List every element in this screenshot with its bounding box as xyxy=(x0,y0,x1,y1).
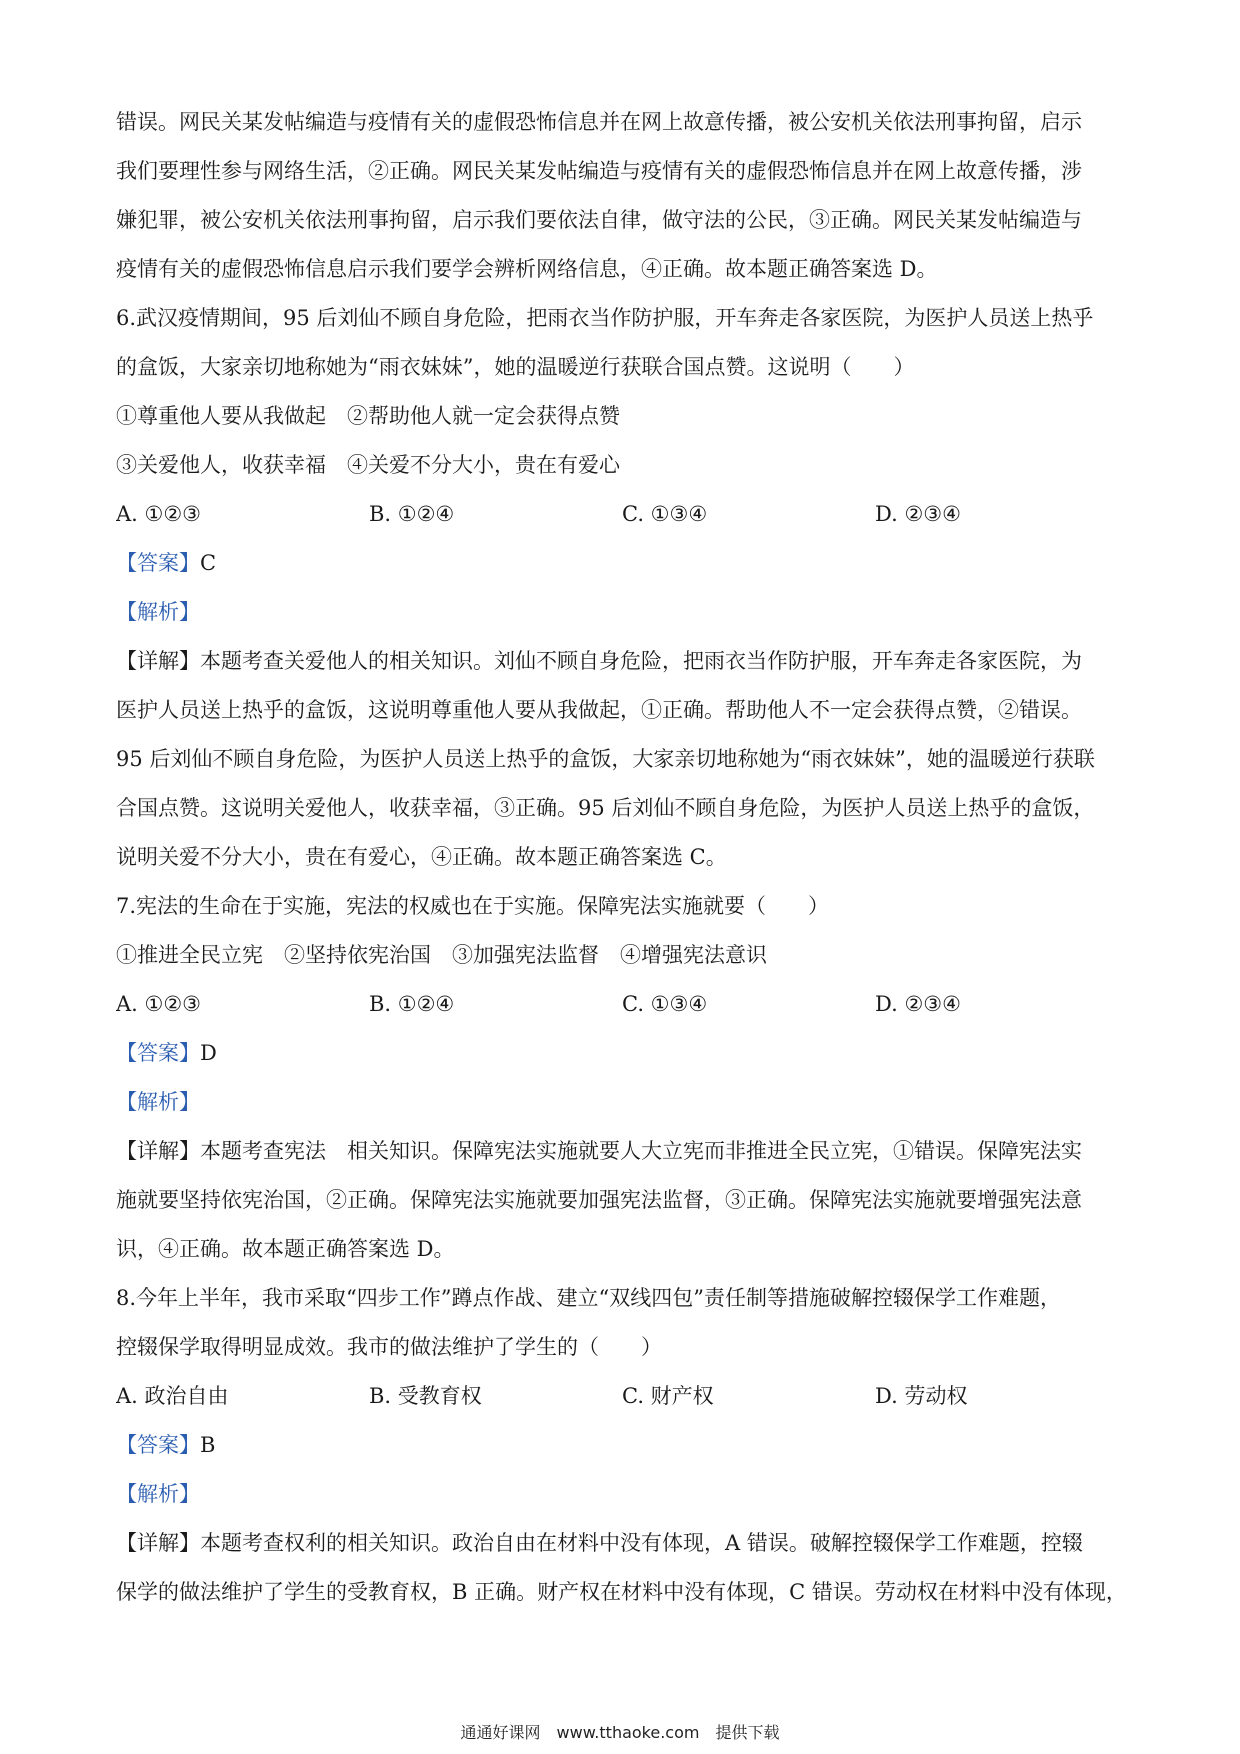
answer-value: D xyxy=(200,1041,217,1065)
question-stem: 6.武汉疫情期间，95 后刘仙不顾自身危险，把雨衣当作防护服，开车奔走各家医院，为医护人员送上热乎 xyxy=(116,306,1094,330)
option-c: C. ①③④ xyxy=(622,502,708,526)
option-a: A. ①②③ xyxy=(116,992,201,1016)
answer-tag: 【答案】 xyxy=(116,1433,200,1457)
question-statement: ①尊重他人要从我做起 ②帮助他人就一定会获得点赞 xyxy=(116,404,620,428)
question-6 xyxy=(116,294,1130,882)
analysis-tag: 【解析】 xyxy=(116,600,200,624)
option-row xyxy=(116,1372,1130,1421)
intro-line: 疫情有关的虚假恐怖信息启示我们要学会辨析网络信息，④正确。故本题正确答案选 D。 xyxy=(116,257,938,281)
detail-line: 识，④正确。故本题正确答案选 D。 xyxy=(116,1237,455,1261)
detail-line: 【详解】本题考查关爱他人的相关知识。刘仙不顾自身危险，把雨衣当作防护服，开车奔走各家医院，为 xyxy=(116,649,1082,673)
answer-line xyxy=(116,1029,1130,1078)
answer-line xyxy=(116,1421,1130,1470)
detail-line: 医护人员送上热乎的盒饭，这说明尊重他人要从我做起，①正确。帮助他人不一定会获得点赞，②错误。 xyxy=(116,698,1082,722)
detail-line: 【详解】本题考查宪法 相关知识。保障宪法实施就要人大立宪而非推进全民立宪，①错误。保障宪法实 xyxy=(116,1139,1082,1163)
option-b: B. ①②④ xyxy=(369,992,455,1016)
option-c: C. 财产权 xyxy=(622,1384,714,1408)
answer-tag: 【答案】 xyxy=(116,551,200,575)
question-8 xyxy=(116,1274,1130,1617)
option-d: D. 劳动权 xyxy=(875,1384,968,1408)
intro-line: 嫌犯罪，被公安机关依法刑事拘留，启示我们要依法自律，做守法的公民，③正确。网民关某发帖编造与 xyxy=(116,208,1082,232)
detail-line: 【详解】本题考查权利的相关知识。政治自由在材料中没有体现，A 错误。破解控辍保学工作难题，控辍 xyxy=(116,1531,1083,1555)
detail-line: 合国点赞。这说明关爱他人，收获幸福，③正确。95 后刘仙不顾自身危险，为医护人员送上热乎的盒饭， xyxy=(116,796,1095,820)
intro-line: 错误。网民关某发帖编造与疫情有关的虚假恐怖信息并在网上故意传播，被公安机关依法刑事拘留，启示 xyxy=(116,110,1082,134)
option-b: B. 受教育权 xyxy=(369,1384,482,1408)
detail-line: 保学的做法维护了学生的受教育权，B 正确。财产权在材料中没有体现，C 错误。劳动权在材料中没有体现， xyxy=(116,1580,1127,1604)
option-row xyxy=(116,980,1130,1029)
intro-line: 我们要理性参与网络生活，②正确。网民关某发帖编造与疫情有关的虚假恐怖信息并在网上故意传播，涉 xyxy=(116,159,1082,183)
question-stem: 8.今年上半年，我市采取“四步工作”蹲点作战、建立“双线四包”责任制等措施破解控辍保学工作难题， xyxy=(116,1286,1061,1310)
detail-line: 说明关爱不分大小，贵在有爱心，④正确。故本题正确答案选 C。 xyxy=(116,845,727,869)
answer-line xyxy=(116,539,1130,588)
option-a: A. ①②③ xyxy=(116,502,201,526)
option-b: B. ①②④ xyxy=(369,502,455,526)
option-d: D. ②③④ xyxy=(875,502,961,526)
question-stem: 控辍保学取得明显成效。我市的做法维护了学生的（ ） xyxy=(116,1335,662,1359)
page-footer: 通通好课网 www.tthaoke.com 提供下载 xyxy=(460,1723,780,1742)
question-stem: 7.宪法的生命在于实施，宪法的权威也在于实施。保障宪法实施就要（ ） xyxy=(116,894,830,918)
answer-value: C xyxy=(200,551,217,575)
question-statement: ③关爱他人，收获幸福 ④关爱不分大小，贵在有爱心 xyxy=(116,453,620,477)
analysis-tag: 【解析】 xyxy=(116,1090,200,1114)
question-statement: ①推进全民立宪 ②坚持依宪治国 ③加强宪法监督 ④增强宪法意识 xyxy=(116,943,767,967)
answer-value: B xyxy=(200,1433,216,1457)
detail-line: 95 后刘仙不顾自身危险，为医护人员送上热乎的盒饭，大家亲切地称她为“雨衣妹妹”，她的温暖逆行获联 xyxy=(116,747,1095,771)
option-a: A. 政治自由 xyxy=(116,1384,229,1408)
option-row xyxy=(116,490,1130,539)
answer-tag: 【答案】 xyxy=(116,1041,200,1065)
page-content xyxy=(116,98,1130,1617)
analysis-tag: 【解析】 xyxy=(116,1482,200,1506)
detail-line: 施就要坚持依宪治国，②正确。保障宪法实施就要加强宪法监督，③正确。保障宪法实施就要增强宪法意 xyxy=(116,1188,1082,1212)
option-d: D. ②③④ xyxy=(875,992,961,1016)
question-7 xyxy=(116,882,1130,1274)
option-c: C. ①③④ xyxy=(622,992,708,1016)
question-stem: 的盒饭，大家亲切地称她为“雨衣妹妹”，她的温暖逆行获联合国点赞。这说明（ ） xyxy=(116,355,915,379)
